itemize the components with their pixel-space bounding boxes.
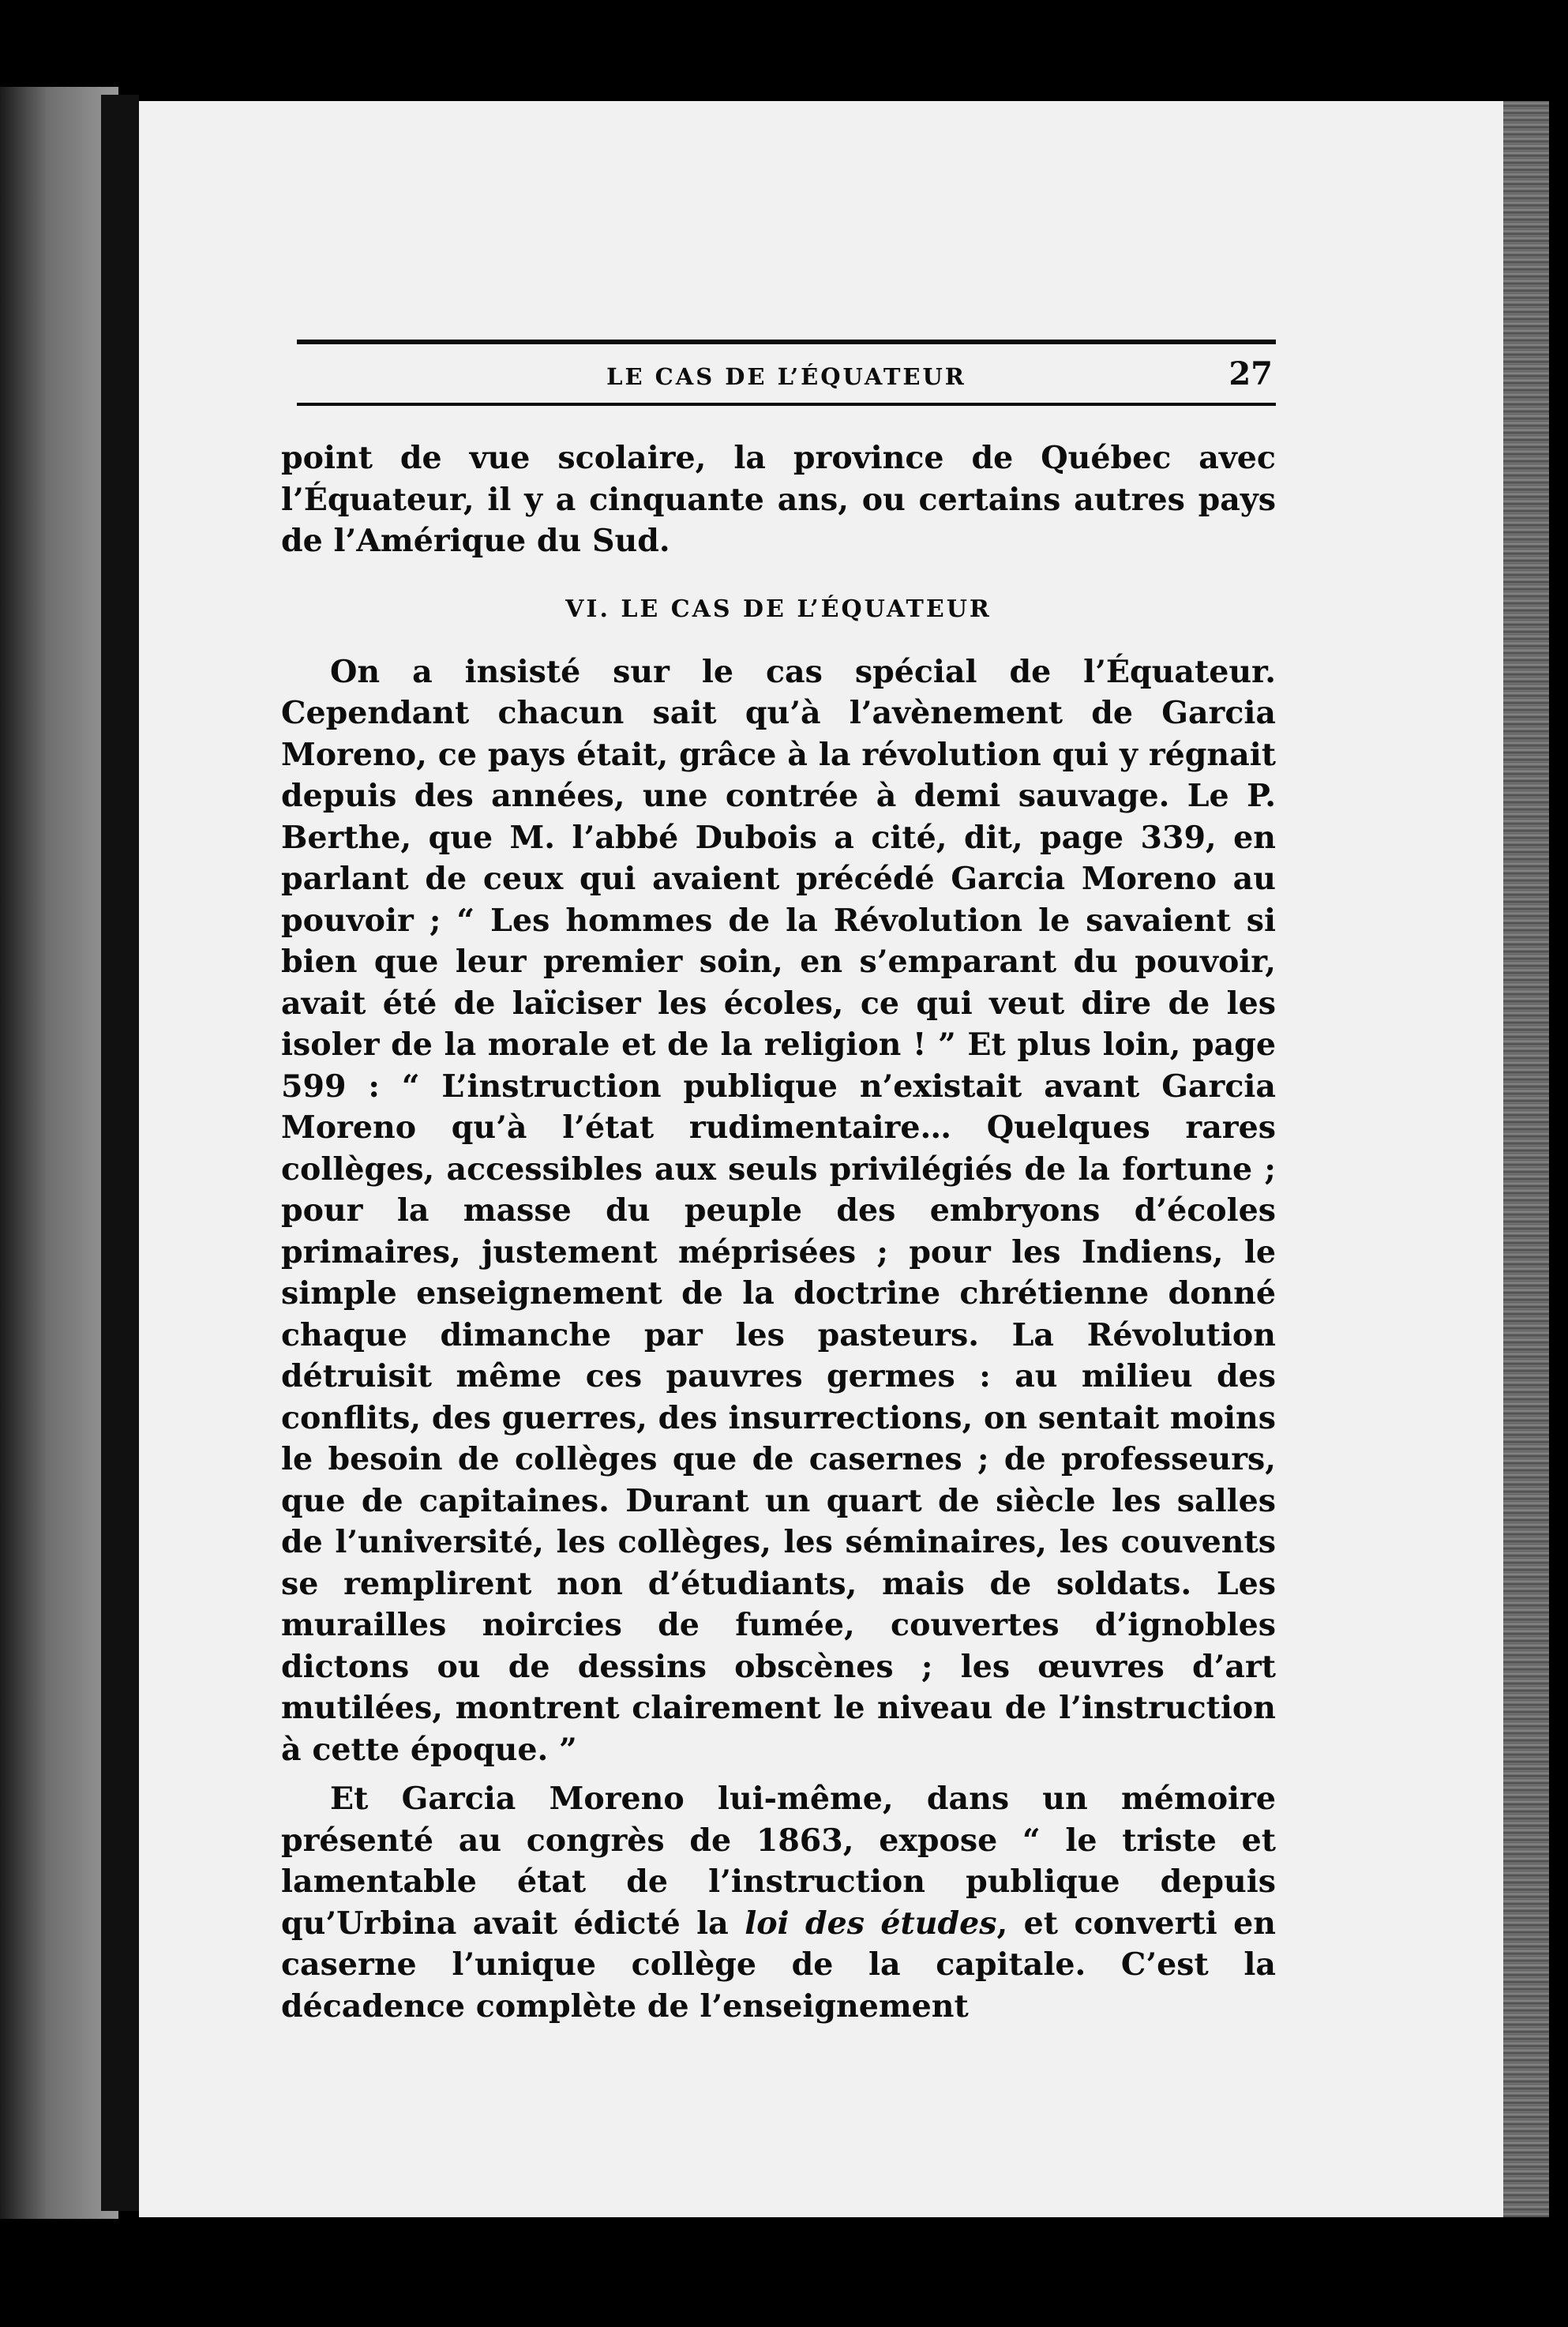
italic-title-loi-des-etudes: loi des études xyxy=(745,1905,997,1942)
running-title: LE CAS DE L’ÉQUATEUR xyxy=(606,363,966,390)
paragraph-final xyxy=(281,1778,1276,2027)
running-head xyxy=(297,344,1276,403)
paragraph-body: On a insisté sur le cas spécial de l’Équateur. Cependant chacun sait qu’à l’avènement de Garcia Moreno, ce pays était, grâce à la révolution qui y régnait depuis des années, une contrée à demi sauvage. Le P. Berthe, que M. l’abbé Dubois a cité, dit, page 339, en parlant de ceux qui avaient précédé Garcia Moreno au pouvoir ; “ Les hommes de la Révolution le savaient si bien que leur premier soin, en s’emparant du pouvoir, avait été de laïciser les écoles, ce qui veut dire de les isoler de la morale et de la religion ! ” Et plus loin, page 599 : “ L’instruction publique n’existait avant Garcia Moreno qu’à l’état rudimentaire… Quelques rares collèges, accessibles aux seuls privilégiés de la fortune ; pour la masse du peuple des embryons d’écoles primaires, justement méprisées ; pour les Indiens, le simple enseignement de la doctrine chrétienne donné chaque dimanche par les pasteurs. La Révolution détruisit même ces pauvres germes : au milieu des conflits, des guerres, des insurrections, on sentait moins le besoin de collèges que de casernes ; de professeurs, que de capitaines. Durant un quart de siècle les salles de l’université, les collèges, les séminaires, les couvents se remplirent non d’étudiants, mais de soldats. Les murailles noircies de fumée, couvertes d’ignobles dictons ou de dessins obscènes ; les œuvres d’art mutilées, montrent clairement le niveau de l’instruction à cette époque. ” xyxy=(281,653,1276,1768)
page-number: 27 xyxy=(1229,355,1273,392)
section-heading: VI. LE CAS DE L’ÉQUATEUR xyxy=(565,595,992,623)
paragraph-final-text-b: , et converti en caserne l’unique collège de la capitale. C’est la décadence complète de l’enseignement xyxy=(281,1905,1277,2025)
paragraph-gap xyxy=(281,1770,1276,1778)
header-bottom-rule xyxy=(297,403,1276,406)
paragraph-continuation: point de vue scolaire, la province de Québec avec l’Équateur, il y a cinquante ans, ou certains autres pays de l’Amérique du Sud. xyxy=(281,440,1276,559)
page-content xyxy=(281,340,1276,2027)
book-spine-shadow xyxy=(101,95,139,2211)
paragraph-final-text-a: Et Garcia Moreno lui-même, dans un mémoire présenté au congrès de 1863, expose “ le triste et lamentable état de l’instruction publique depuis qu’Urbina avait édicté la xyxy=(281,1781,1276,1942)
page-edge-stack xyxy=(1503,101,1549,2217)
